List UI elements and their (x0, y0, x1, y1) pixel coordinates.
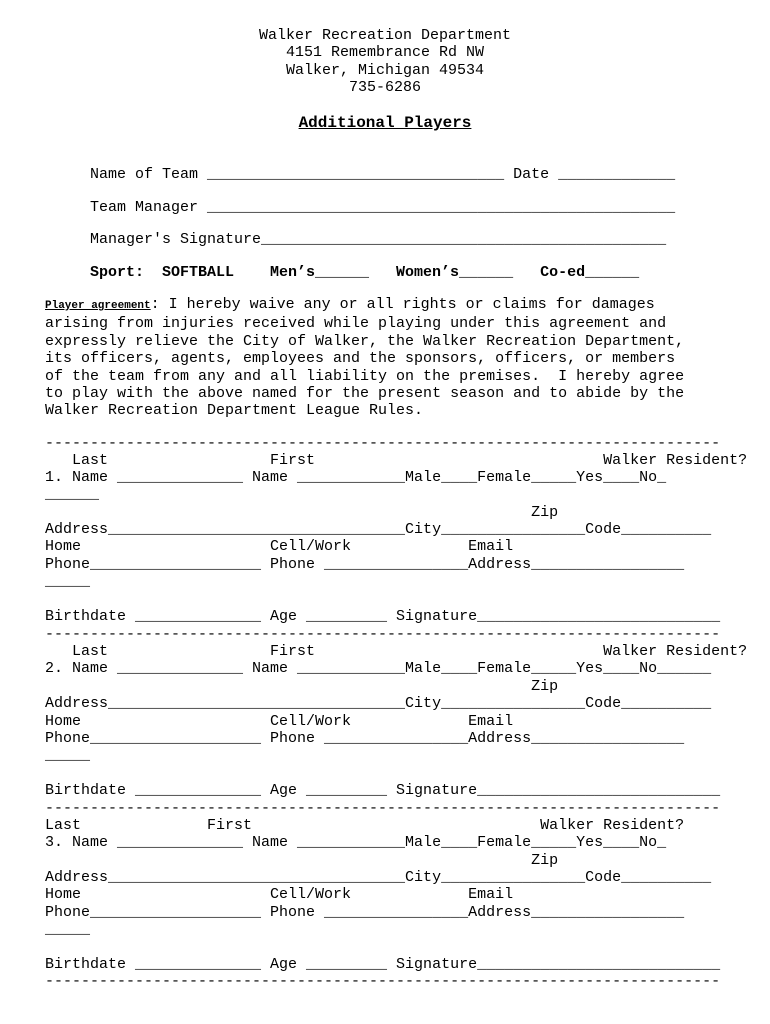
divider: --------------------------------------------------------------------------- (45, 800, 721, 817)
divider: --------------------------------------------------------------------------- (45, 973, 721, 990)
player-1-name-row[interactable]: 1. Name ______________ Name ____________Male____Female_____Yes____No_ (45, 469, 667, 486)
player-2-phone-row[interactable]: Phone___________________ Phone ________________Address_________________ (45, 730, 685, 747)
player-3-birthdate-row[interactable]: Birthdate ______________ Age _________ Signature___________________________ (45, 956, 721, 973)
org-city: Walker, Michigan 49534 (285, 62, 485, 79)
sport-line[interactable]: Sport: SOFTBALL Men’s______ Women’s______ Co-ed______ (90, 264, 640, 281)
org-phone: 735-6286 (348, 79, 421, 96)
player-3-zip-label: Zip (45, 852, 559, 869)
player-1-address-row[interactable]: Address_________________________________City________________Code__________ (45, 521, 712, 538)
player-3-name-row[interactable]: 3. Name ______________ Name ____________Male____Female_____Yes____No_ (45, 834, 667, 851)
player-1-phone-row-cont[interactable]: _____ (45, 573, 91, 590)
manager-signature-field[interactable]: Manager's Signature_____________________________________________ (90, 231, 667, 248)
player-1-birthdate-row[interactable]: Birthdate ______________ Age _________ Signature___________________________ (45, 608, 721, 625)
player-1-name-row-cont[interactable]: ______ (45, 486, 100, 503)
player-2-birthdate-row[interactable]: Birthdate ______________ Age _________ Signature___________________________ (45, 782, 721, 799)
player-2-zip-label: Zip (45, 678, 559, 695)
player-agreement (45, 296, 745, 420)
player-2-name-row[interactable]: 2. Name ______________ Name ____________Male____Female_____Yes____No______ (45, 660, 712, 677)
divider: --------------------------------------------------------------------------- (45, 435, 721, 452)
player-2-labels: Last First Walker Resident? (45, 643, 748, 660)
player-3-phone-row[interactable]: Phone___________________ Phone ________________Address_________________ (45, 904, 685, 921)
agreement-text: : I hereby waive any or all rights or claims for damages arising from injuries received while playing under this agreement and expressly relieve the City of Walker, the Walker Recreation Department, its officers, agents, employees and the sponsors, officers, or members of the team from any and all liability on the premises. I hereby agree to play with the above named for the present season and to abide by the Walker Recreation Department League Rules. (45, 296, 685, 420)
player-1-labels: Last First Walker Resident? (45, 452, 748, 469)
org-name: Walker Recreation Department (258, 27, 512, 44)
player-3-phone-row-cont[interactable]: _____ (45, 921, 91, 938)
player-3-address-row[interactable]: Address_________________________________City________________Code__________ (45, 869, 712, 886)
team-name-date-field[interactable]: Name of Team _________________________________ Date _____________ (90, 166, 676, 183)
player-2-address-row[interactable]: Address_________________________________City________________Code__________ (45, 695, 712, 712)
team-manager-field[interactable]: Team Manager ____________________________________________________ (90, 199, 676, 216)
player-2-phone-row-cont[interactable]: _____ (45, 747, 91, 764)
player-3-labels: Last First Walker Resident? (45, 817, 685, 834)
player-2-phone-labels: Home Cell/Work Email (45, 713, 514, 730)
player-1-phone-row[interactable]: Phone___________________ Phone ________________Address_________________ (45, 556, 685, 573)
divider: --------------------------------------------------------------------------- (45, 626, 721, 643)
agreement-label: Player agreement (45, 300, 151, 312)
org-street: 4151 Remembrance Rd NW (285, 44, 485, 61)
player-3-phone-labels: Home Cell/Work Email (45, 886, 514, 903)
player-1-phone-labels: Home Cell/Work Email (45, 538, 514, 555)
page-title: Additional Players (298, 114, 472, 132)
player-1-zip-label: Zip (45, 504, 559, 521)
